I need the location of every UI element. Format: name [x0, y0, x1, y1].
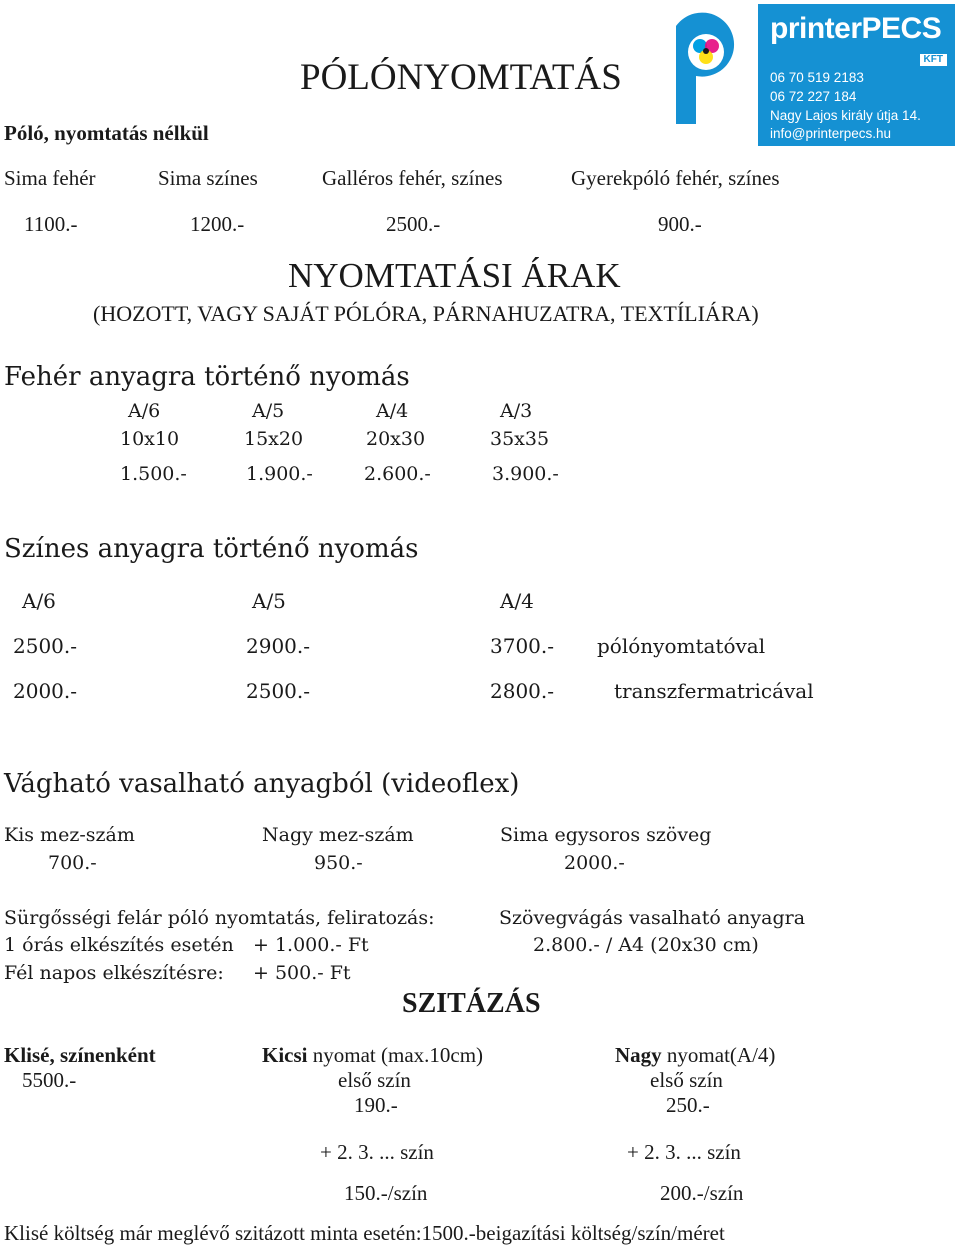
address: Nagy Lajos király útja 14. — [770, 108, 921, 123]
shirt-type: Gyerekpóló fehér, színes — [571, 166, 780, 190]
colored-price: 2500.- — [13, 634, 78, 658]
colored-price: 2900.- — [246, 634, 311, 658]
shirt-price: 900.- — [658, 212, 702, 236]
large-print-bold: Nagy — [615, 1043, 662, 1067]
white-dim: 20x30 — [366, 428, 426, 450]
cut-price: 2.800.- / A4 (20x30 cm) — [533, 934, 759, 956]
flex-item: Sima egysoros szöveg — [500, 824, 712, 846]
colored-price: 2000.- — [13, 679, 78, 703]
white-dim: 35x35 — [490, 428, 550, 450]
white-size: A/5 — [252, 400, 285, 422]
cliche-price: 5500.- — [22, 1068, 77, 1092]
phone-2: 06 72 227 184 — [770, 89, 857, 104]
small-extra-price: 150.-/szín — [344, 1181, 428, 1205]
colored-size: A/4 — [500, 589, 534, 613]
shirt-type: Sima színes — [158, 166, 258, 190]
colored-method: transzfermatricával — [614, 679, 814, 703]
flex-price: 700.- — [48, 852, 97, 874]
flex-item: Nagy mez-szám — [262, 824, 414, 846]
print-prices-heading: NYOMTATÁSI ÁRAK — [288, 256, 621, 295]
shirt-price: 1100.- — [24, 212, 78, 236]
flex-heading: Vágható vasalható anyagból (videoflex) — [4, 769, 520, 799]
cliche-label: Klisé, színenként — [4, 1043, 156, 1067]
shirts-heading: Póló, nyomtatás nélkül — [4, 121, 209, 145]
colored-price: 2800.- — [490, 679, 555, 703]
printer-logo-icon — [666, 6, 746, 132]
small-print-rest: nyomat (max.10cm) — [307, 1043, 484, 1067]
rush-half-day-price: + 500.- Ft — [253, 962, 351, 984]
white-price: 2.600.- — [364, 463, 431, 485]
white-size: A/4 — [376, 400, 409, 422]
colored-price: 3700.- — [490, 634, 555, 658]
white-size: A/6 — [128, 400, 161, 422]
colored-size: A/5 — [252, 589, 286, 613]
shirt-type: Galléros fehér, színes — [322, 166, 503, 190]
white-size: A/3 — [500, 400, 533, 422]
footer-note: Klisé költség már meglévő szitázott minta esetén:1500.-beigazítási költség/szín/méret — [4, 1221, 725, 1245]
large-extra-price: 200.-/szín — [660, 1181, 744, 1205]
large-first-price: 250.- — [666, 1093, 710, 1117]
shirt-type: Sima fehér — [4, 166, 96, 190]
rush-heading: Sürgősségi felár póló nyomtatás, feliratozás: — [4, 907, 435, 929]
rush-one-hour-price: + 1.000.- Ft — [253, 934, 369, 956]
print-prices-subheading: (HOZOTT, VAGY SAJÁT PÓLÓRA, PÁRNAHUZATRA, TEXTÍLIÁRA) — [93, 301, 759, 326]
white-dim: 15x20 — [244, 428, 304, 450]
white-price: 1.900.- — [246, 463, 313, 485]
screen-heading: SZITÁZÁS — [402, 988, 541, 1019]
colored-price: 2500.- — [246, 679, 311, 703]
email: info@printerpecs.hu — [770, 126, 892, 141]
flex-price: 2000.- — [564, 852, 625, 874]
colored-heading: Színes anyagra történő nyomás — [4, 534, 419, 564]
shirt-price: 2500.- — [386, 212, 441, 236]
company-logo-box — [758, 4, 955, 146]
small-print-label — [262, 1043, 483, 1068]
colored-method: pólónyomtatóval — [597, 634, 766, 658]
large-extra-colors: + 2. 3. ... szín — [627, 1140, 741, 1164]
large-print-rest: nyomat(A/4) — [661, 1043, 776, 1067]
flex-price: 950.- — [314, 852, 363, 874]
white-price: 1.500.- — [120, 463, 187, 485]
flex-item: Kis mez-szám — [4, 824, 135, 846]
rush-one-hour: 1 órás elkészítés esetén — [4, 934, 234, 956]
brand-name: printerPECS — [770, 12, 942, 45]
small-print-bold: Kicsi — [262, 1043, 308, 1067]
large-first-color: első szín — [650, 1068, 723, 1092]
shirt-price: 1200.- — [190, 212, 245, 236]
large-print-label — [615, 1043, 775, 1068]
rush-half-day: Fél napos elkészítésre: — [4, 962, 224, 984]
white-dim: 10x10 — [120, 428, 180, 450]
colored-size: A/6 — [22, 589, 56, 613]
small-first-price: 190.- — [354, 1093, 398, 1117]
small-first-color: első szín — [338, 1068, 411, 1092]
white-price: 3.900.- — [492, 463, 559, 485]
white-heading: Fehér anyagra történő nyomás — [4, 362, 410, 392]
page-title: PÓLÓNYOMTATÁS — [300, 57, 622, 98]
cut-heading: Szövegvágás vasalható anyagra — [499, 907, 806, 929]
small-extra-colors: + 2. 3. ... szín — [320, 1140, 434, 1164]
phone-1: 06 70 519 2183 — [770, 70, 864, 85]
brand-kft: KFT — [920, 54, 947, 66]
